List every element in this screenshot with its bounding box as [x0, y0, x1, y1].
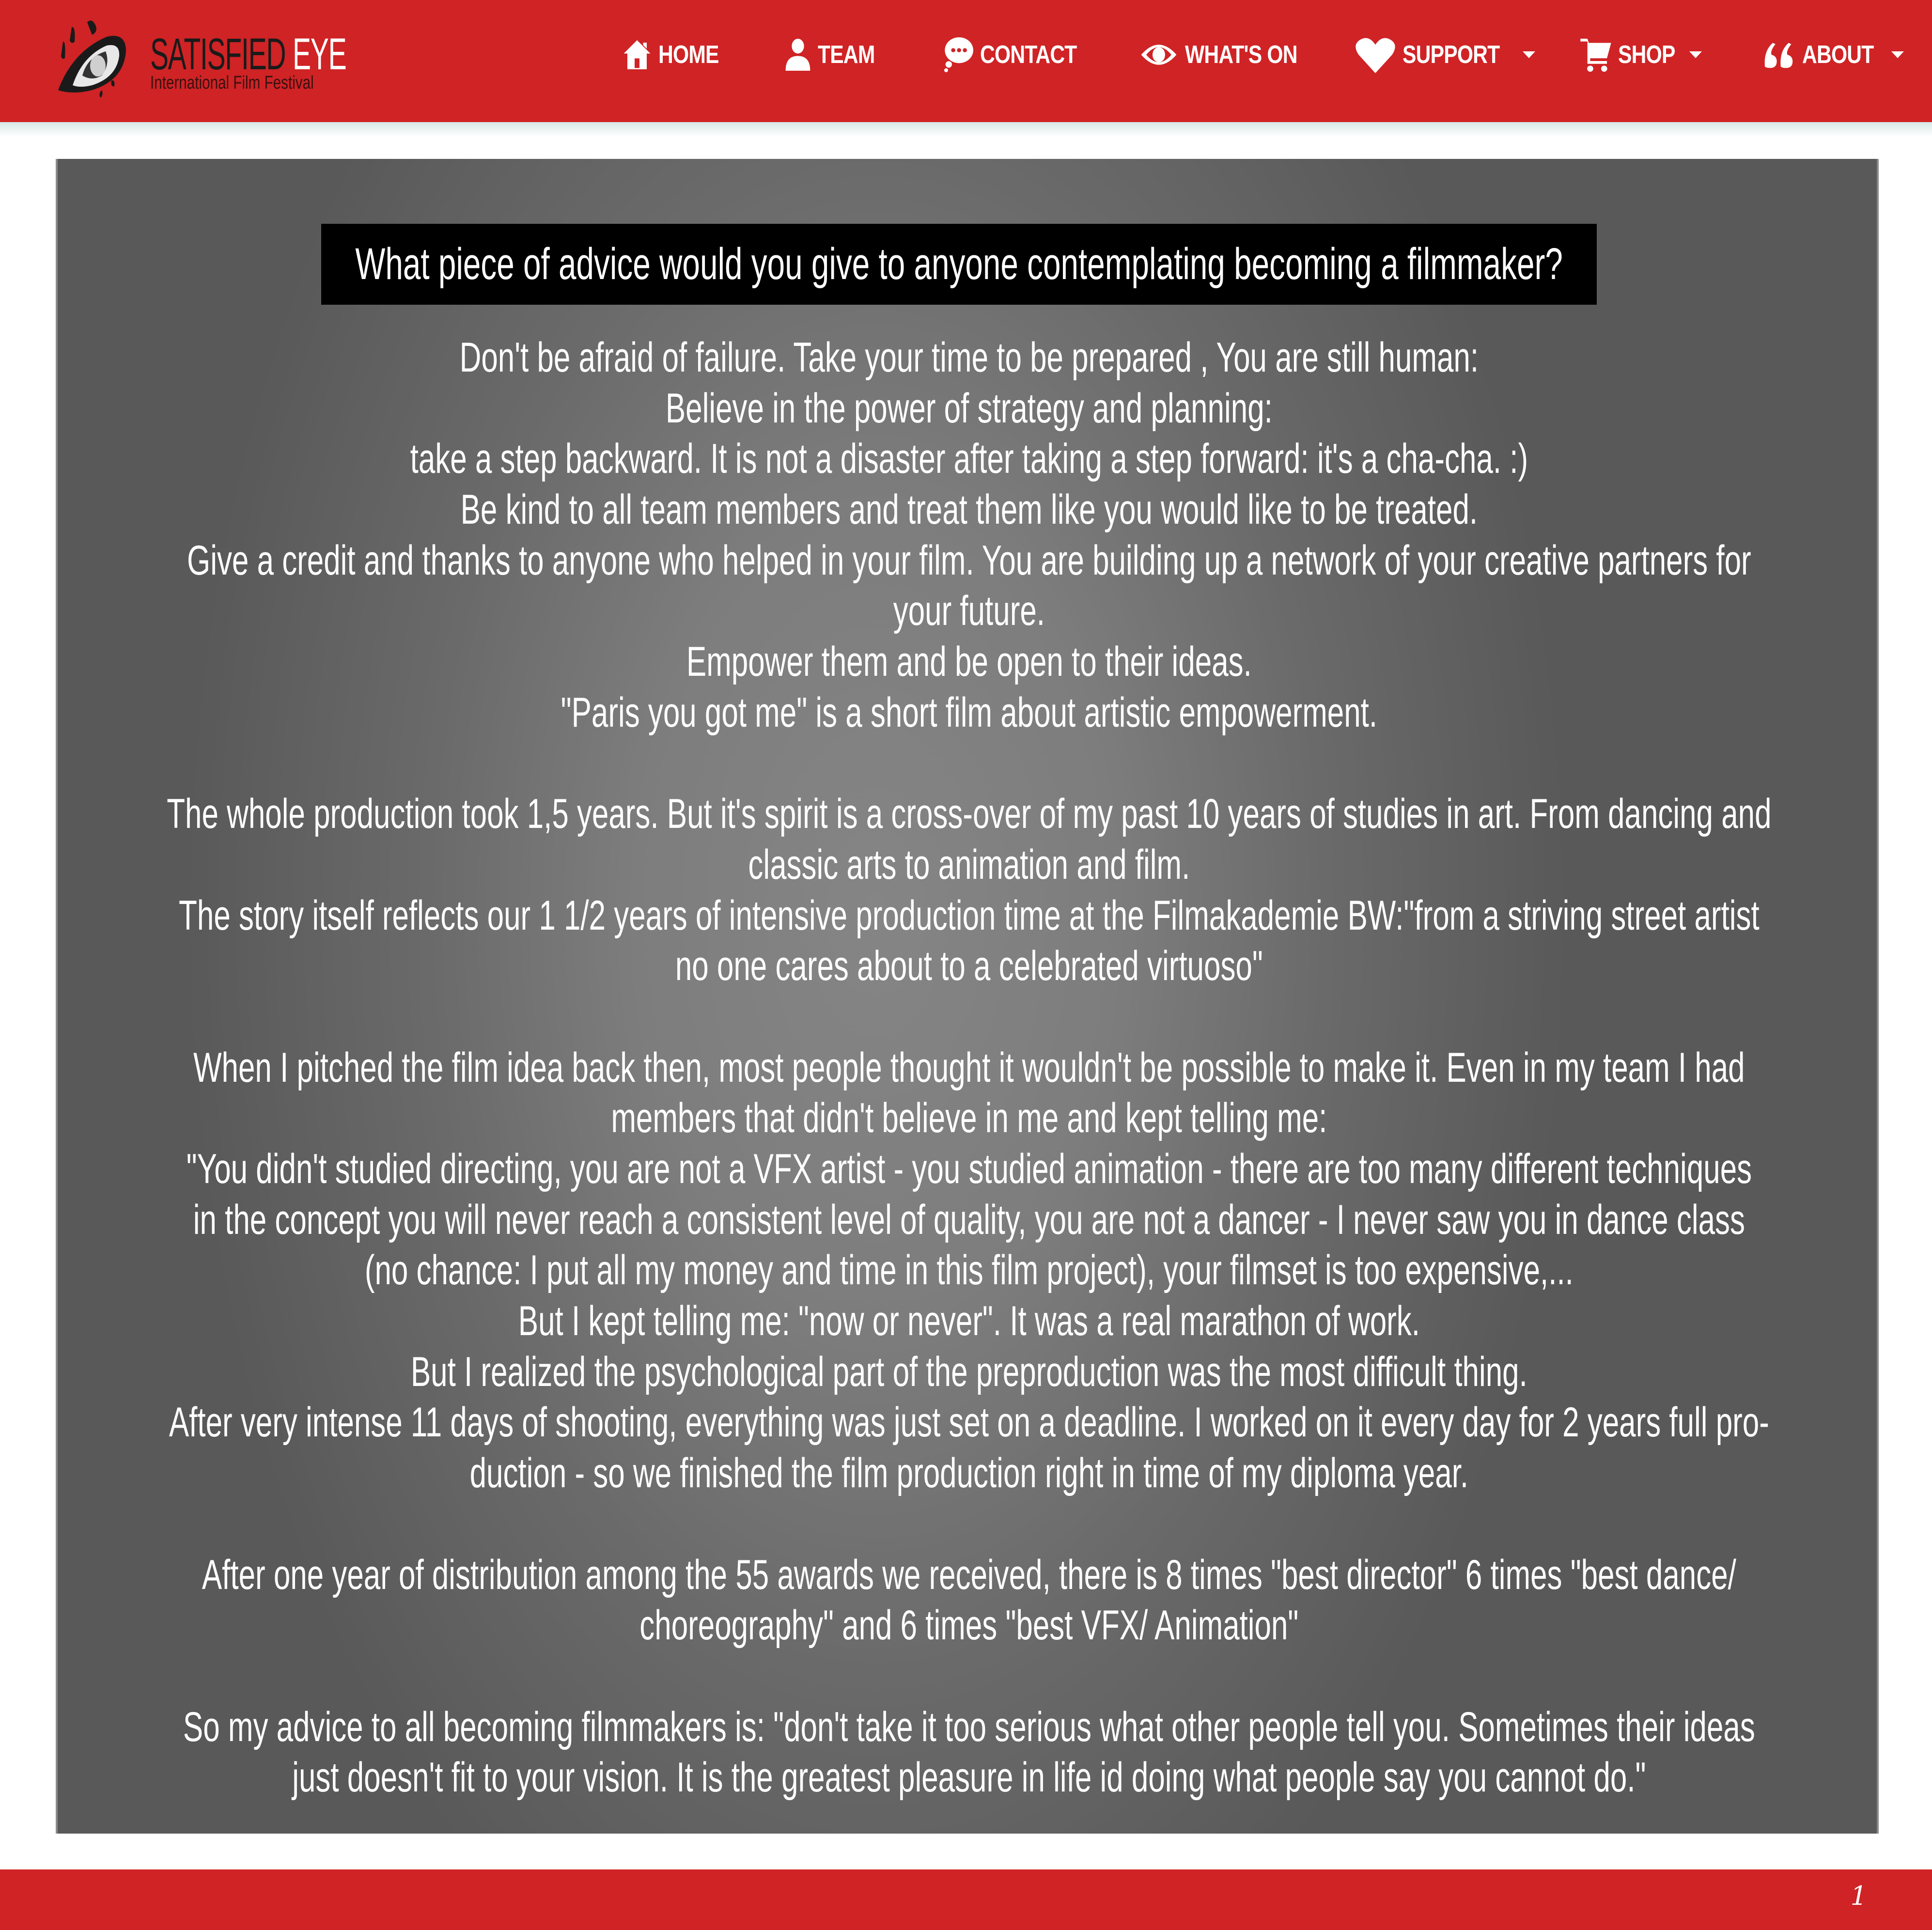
- answer-line: So my advice to all becoming filmmakers is: "don't take it too serious what other people tell you. Sometimes their ideas: [183, 1703, 1755, 1750]
- paragraph-spacer: [58, 1651, 1879, 1702]
- answer-line: (no chance: I put all my money and time in this film project), your filmset is too expensive,...: [364, 1247, 1574, 1294]
- site-logo[interactable]: [53, 17, 344, 100]
- brand-title: [150, 32, 346, 77]
- home-icon: [623, 39, 652, 71]
- content-panel: [56, 159, 1879, 1834]
- answer-line: When I pitched the film idea back then, most people thought it wouldn't be possible to make it. Even in my team I had: [193, 1044, 1745, 1091]
- paragraph-spacer: [58, 1499, 1879, 1550]
- answer-line: take a step backward. It is not a disaster after taking a step forward: it's a cha-cha. :): [410, 436, 1528, 482]
- quote-icon: [1763, 40, 1795, 69]
- site-header: [0, 0, 1932, 124]
- chevron-down-icon: [1523, 51, 1535, 58]
- answer-line: classic arts to animation and film.: [748, 841, 1190, 888]
- answer-line: members that didn't believe in me and kept telling me:: [611, 1095, 1327, 1142]
- answer-line: just doesn't fit to your vision. It is the greatest pleasure in life id doing what people say you cannot do.": [292, 1754, 1646, 1801]
- paragraph-spacer: [58, 738, 1879, 789]
- answer-line: choreography" and 6 times "best VFX/ Animation": [639, 1602, 1299, 1649]
- cart-icon: [1580, 37, 1611, 72]
- question-heading: What piece of advice would you give to anyone contemplating becoming a filmmaker?: [355, 239, 1563, 289]
- nav-item-whats-on[interactable]: [1139, 38, 1322, 72]
- answer-line: But I kept telling me: "now or never". It was a real marathon of work.: [518, 1298, 1420, 1345]
- answer-line: The whole production took 1,5 years. But it's spirit is a cross-over of my past 10 years of studies in art. From dancing and: [167, 791, 1772, 838]
- nav-item-support[interactable]: [1355, 38, 1535, 72]
- eye-icon: [1139, 42, 1178, 67]
- answer-text: [58, 332, 1879, 1803]
- answer-line: Believe in the power of strategy and planning:: [665, 385, 1273, 432]
- brand-title-light: EYE: [292, 30, 346, 79]
- answer-line: The story itself reflects our 1 1/2 years of intensive production time at the Filmakademie BW:"from a striving street artist: [179, 892, 1760, 939]
- answer-line: After one year of distribution among the 55 awards we received, there is 8 times "best director" 6 times "best dance/: [202, 1551, 1736, 1598]
- nav-label: HOME: [658, 41, 719, 69]
- site-footer: [0, 1869, 1932, 1930]
- answer-line: in the concept you will never reach a consistent level of quality, you are not a dancer - I never saw you in dance class: [193, 1196, 1745, 1243]
- nav-label: WHAT'S ON: [1185, 41, 1297, 69]
- answer-line: Be kind to all team members and treat them like you would like to be treated.: [460, 486, 1478, 533]
- eye-logo-icon: [53, 17, 145, 100]
- nav-item-team[interactable]: [785, 38, 887, 72]
- answer-line: "Paris you got me" is a short film about artistic empowerment.: [561, 689, 1378, 736]
- nav-label: CONTACT: [980, 41, 1077, 69]
- nav-label: ABOUT: [1802, 41, 1874, 69]
- answer-line: your future.: [893, 588, 1045, 635]
- header-shadow: [0, 122, 1932, 137]
- heart-icon: [1355, 36, 1396, 73]
- answer-line: Empower them and be open to their ideas.: [686, 638, 1252, 685]
- answer-line: no one cares about to a celebrated virtuoso": [675, 943, 1263, 990]
- page-number: 1: [1850, 1881, 1867, 1911]
- chevron-down-icon: [1891, 51, 1904, 58]
- chevron-down-icon: [1689, 51, 1702, 58]
- brand-subtitle: International Film Festival: [150, 73, 314, 93]
- question-box: [321, 224, 1597, 305]
- answer-line: "You didn't studied directing, you are not a VFX artist - you studied animation - there are too many different techniques: [186, 1146, 1752, 1192]
- answer-line: Give a credit and thanks to anyone who helped in your film. You are building up a network of your creative partners for: [187, 537, 1751, 584]
- nav-label: TEAM: [818, 41, 875, 69]
- nav-label: SHOP: [1618, 41, 1675, 69]
- nav-item-contact[interactable]: [942, 38, 1098, 72]
- answer-line: But I realized the psychological part of the preproduction was the most difficult thing.: [410, 1348, 1527, 1395]
- user-icon: [785, 39, 811, 71]
- answer-line: Don't be afraid of failure. Take your time to be prepared , You are still human:: [459, 334, 1479, 381]
- nav-label: SUPPORT: [1402, 41, 1500, 69]
- nav-item-about[interactable]: [1763, 38, 1904, 72]
- answer-line: duction - so we finished the film production right in time of my diploma year.: [469, 1450, 1469, 1497]
- chat-bubble-icon: [942, 37, 973, 72]
- answer-line: After very intense 11 days of shooting, everything was just set on a deadline. I worked on it every day for 2 years full pro-: [169, 1399, 1769, 1446]
- nav-item-home[interactable]: [623, 38, 732, 72]
- paragraph-spacer: [58, 992, 1879, 1043]
- nav-item-shop[interactable]: [1580, 38, 1702, 72]
- brand-title-dark: SATISFIED: [150, 30, 286, 79]
